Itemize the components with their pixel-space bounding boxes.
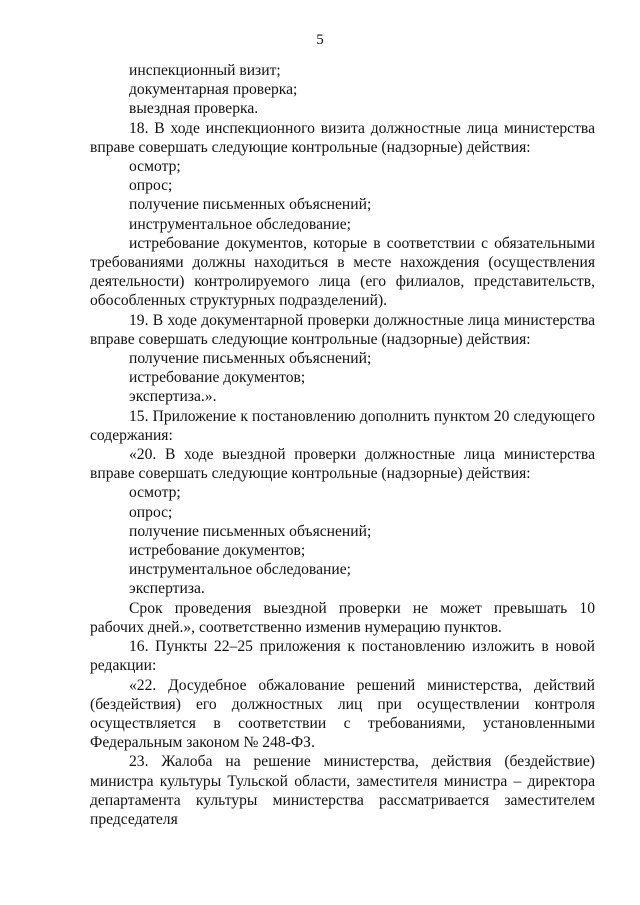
- list-item: истребование документов, которые в соответствии с обязательными требованиями должны находиться в месте нахождения (осуществления деятельности) контролируемого лица (его филиалов, представительств, обособленных структурных подразделений).: [90, 234, 595, 310]
- paragraph-item-23: 23. Жалоба на решение министерства, действия (бездействие) министра культуры Тульской области, заместителя министра – директора департамента культуры министерства рассматривается заместителем председателя: [90, 753, 595, 828]
- list-item: осмотр;: [129, 158, 181, 176]
- list-item: истребование документов;: [129, 542, 306, 560]
- list-item: опрос;: [129, 177, 173, 195]
- list-item: получение письменных объяснений;: [129, 196, 372, 214]
- paragraph-amendment-16: 16. Пункты 22–25 приложения к постановлению изложить в новой редакции:: [90, 638, 595, 675]
- list-item: документарная проверка;: [129, 81, 298, 99]
- list-item: экспертиза.: [129, 580, 205, 598]
- document-body: [90, 61, 595, 829]
- paragraph-item-20: «20. В ходе выездной проверки должностные лица министерства вправе совершать следующие контрольные (надзорные) действия:: [90, 446, 595, 483]
- paragraph-item-18: 18. В ходе инспекционного визита должностные лица министерства вправе совершать следующие контрольные (надзорные) действия:: [90, 119, 595, 156]
- paragraph-item-19: 19. В ходе документарной проверки должностные лица министерства вправе совершать следующие контрольные (надзорные) действия:: [90, 311, 595, 348]
- list-item: получение письменных объяснений;: [129, 350, 372, 368]
- list-item: инспекционный визит;: [129, 62, 281, 79]
- paragraph-item-22: «22. Досудебное обжалование решений министерства, действий (бездействия) его должностных лиц при осуществлении контроля осуществляется в соответствии с требованиями, установленными Федеральным законом № 248-ФЗ.: [90, 676, 595, 752]
- paragraph-amendment-15: 15. Приложение к постановлению дополнить пунктом 20 следующего содержания:: [90, 407, 595, 444]
- list-item: истребование документов;: [129, 369, 306, 387]
- paragraph-inspection-term: Срок проведения выездной проверки не может превышать 10 рабочих дней.», соответственно изменив нумерацию пунктов.: [90, 599, 595, 636]
- list-item: экспертиза.».: [129, 388, 217, 406]
- list-item: инструментальное обследование;: [129, 215, 351, 233]
- page-number: 5: [316, 32, 324, 48]
- list-item: осмотр;: [129, 484, 181, 502]
- list-item: получение письменных объяснений;: [129, 522, 372, 540]
- list-item: инструментальное обследование;: [129, 561, 351, 579]
- list-item: выездная проверка.: [129, 100, 259, 118]
- list-item: опрос;: [129, 503, 173, 521]
